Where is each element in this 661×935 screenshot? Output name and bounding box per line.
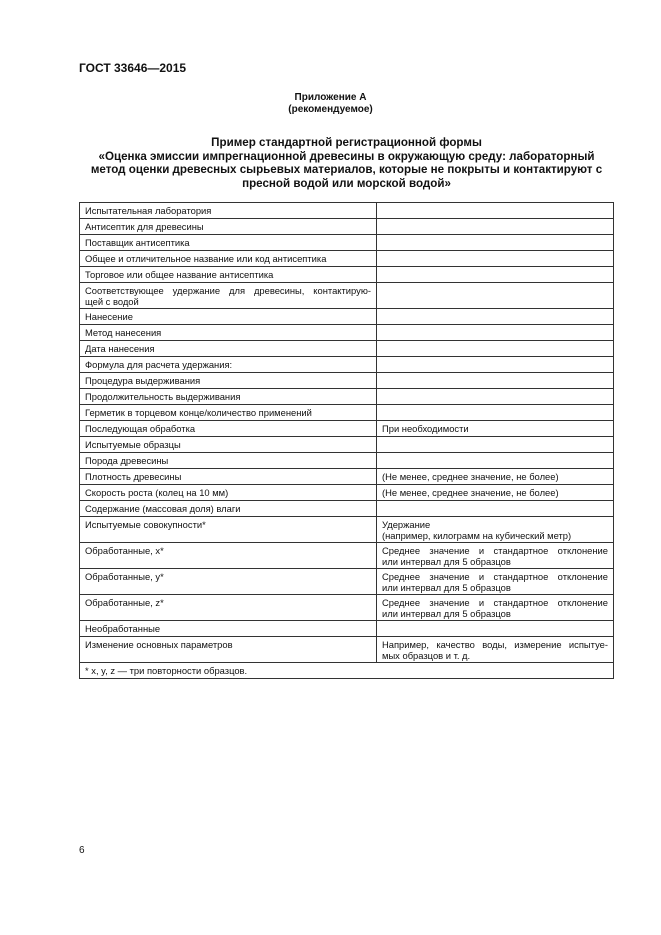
form-field-value-text-cont: мых образцов и т. д.: [382, 650, 471, 661]
form-row: [80, 309, 614, 325]
form-field-label-text: Обработанные, x*: [85, 545, 164, 556]
footnote: * x, y, z — три повторности образцов.: [80, 663, 614, 679]
form-field-label: [80, 235, 377, 251]
form-row: [80, 543, 614, 569]
form-field-value[interactable]: [377, 309, 614, 325]
form-field-label-text-cont: щей с водой: [85, 296, 139, 307]
form-row: [80, 251, 614, 267]
form-field-value-text-cont: или интервал для 5 образцов: [382, 556, 511, 567]
form-field-value-text: Среднее значение и стандартное отклонение: [382, 571, 608, 582]
form-field-value-text-cont: или интервал для 5 образцов: [382, 582, 511, 593]
form-field-label: [80, 389, 377, 405]
form-row: [80, 453, 614, 469]
form-row: [80, 501, 614, 517]
form-field-value-text-cont: или интервал для 5 образцов: [382, 608, 511, 619]
form-field-label-text: Процедура выдерживания: [85, 375, 201, 386]
form-field-label: [80, 267, 377, 283]
registration-form-body: [80, 203, 614, 679]
form-field-label: [80, 251, 377, 267]
form-field-value-text: Среднее значение и стандартное отклонение: [382, 545, 608, 556]
form-field-label-text: Соответствующее удержание для древесины, контактирую-: [85, 285, 371, 296]
document-code: ГОСТ 33646—2015: [79, 61, 187, 75]
form-field-label-text: Последующая обработка: [85, 423, 196, 434]
form-field-value-text: При необходимости: [382, 423, 469, 434]
form-field-label-text: Герметик в торцевом конце/количество применений: [85, 407, 312, 418]
form-field-label-text: Общее и отличительное название или код антисептика: [85, 253, 327, 264]
form-row: [80, 637, 614, 663]
form-row: [80, 437, 614, 453]
form-row: [80, 485, 614, 501]
form-field-label-text: Испытуемые образцы: [85, 439, 181, 450]
form-field-label-text: Продолжительность выдерживания: [85, 391, 241, 402]
form-field-label-text: Обработанные, y*: [85, 571, 164, 582]
form-row: [80, 405, 614, 421]
form-row: [80, 235, 614, 251]
form-field-label-text: Порода древесины: [85, 455, 169, 466]
form-row: [80, 341, 614, 357]
annex-heading: [0, 92, 661, 116]
form-field-value[interactable]: [377, 357, 614, 373]
form-field-value[interactable]: [377, 453, 614, 469]
form-field-value[interactable]: [377, 421, 614, 437]
form-field-value[interactable]: [377, 637, 614, 663]
form-field-label-text: Метод нанесения: [85, 327, 162, 338]
form-title-line1: Пример стандартной регистрационной формы: [211, 136, 482, 149]
form-field-value[interactable]: [377, 251, 614, 267]
form-field-label-text: Испытуемые совокупности*: [85, 519, 206, 530]
form-row: [80, 389, 614, 405]
form-title: [84, 136, 609, 190]
registration-form-table: [79, 202, 614, 679]
form-field-label: [80, 469, 377, 485]
form-field-value[interactable]: [377, 569, 614, 595]
form-field-value[interactable]: [377, 621, 614, 637]
form-field-label-text: Плотность древесины: [85, 471, 182, 482]
form-row: [80, 283, 614, 309]
form-field-label-text: Обработанные, z*: [85, 597, 164, 608]
form-field-value-text: Среднее значение и стандартное отклонение: [382, 597, 608, 608]
form-field-label-text: Формула для расчета удержания:: [85, 359, 233, 370]
form-field-label: [80, 357, 377, 373]
form-field-value[interactable]: [377, 389, 614, 405]
form-field-label-text: Необработанные: [85, 623, 161, 634]
form-field-label-text: Торговое или общее название антисептика: [85, 269, 274, 280]
form-field-value-text: (Не менее, среднее значение, не более): [382, 487, 559, 498]
form-field-value[interactable]: [377, 517, 614, 543]
form-field-value[interactable]: [377, 373, 614, 389]
form-field-label: [80, 219, 377, 235]
form-field-label: [80, 437, 377, 453]
form-row: [80, 469, 614, 485]
form-field-value[interactable]: [377, 501, 614, 517]
form-field-label: [80, 637, 377, 663]
form-field-label: [80, 325, 377, 341]
form-field-label-text: Испытательная лаборатория: [85, 205, 212, 216]
form-field-label: [80, 569, 377, 595]
form-row: [80, 267, 614, 283]
form-field-label: [80, 341, 377, 357]
form-row: [80, 373, 614, 389]
form-field-label: [80, 517, 377, 543]
form-field-label-text: Содержание (массовая доля) влаги: [85, 503, 241, 514]
form-field-value-text: (Не менее, среднее значение, не более): [382, 471, 559, 482]
form-field-label: [80, 595, 377, 621]
form-field-value[interactable]: [377, 341, 614, 357]
form-row: [80, 517, 614, 543]
form-field-value-text-cont: (например, килограмм на кубический метр): [382, 530, 572, 541]
form-field-value[interactable]: [377, 543, 614, 569]
form-field-value[interactable]: [377, 235, 614, 251]
form-field-label: [80, 309, 377, 325]
form-row: [80, 421, 614, 437]
form-field-label-text: Дата нанесения: [85, 343, 155, 354]
form-field-value[interactable]: [377, 203, 614, 219]
form-field-label: [80, 485, 377, 501]
page-number: 6: [79, 845, 85, 856]
form-field-label: [80, 421, 377, 437]
form-field-label-text: Скорость роста (колец на 10 мм): [85, 487, 229, 498]
form-field-label: [80, 501, 377, 517]
form-field-label-text: Антисептик для древесины: [85, 221, 204, 232]
form-field-label: [80, 373, 377, 389]
annex-label: Приложение А: [294, 92, 367, 103]
form-field-label: [80, 283, 377, 309]
form-row: [80, 203, 614, 219]
form-row: [80, 325, 614, 341]
form-field-label: [80, 621, 377, 637]
form-field-label-text: Нанесение: [85, 311, 133, 322]
form-field-value[interactable]: [377, 437, 614, 453]
form-field-label-text: Изменение основных параметров: [85, 639, 233, 650]
form-field-label: [80, 453, 377, 469]
form-field-label: [80, 203, 377, 219]
form-row: [80, 357, 614, 373]
form-field-label: [80, 543, 377, 569]
form-field-value[interactable]: [377, 469, 614, 485]
form-field-value[interactable]: [377, 283, 614, 309]
form-field-value-text: Например, качество воды, измерение испытуе-: [382, 639, 608, 650]
form-title-line2: «Оценка эмиссии импрегнационной древесины в окружающую среду: лабораторный метод оценки древесных сырьевых материалов, которые не покрыты и контактируют с пресной водой или морской водой»: [90, 149, 603, 190]
form-field-label-text: Поставщик антисептика: [85, 237, 190, 248]
form-field-value-text: Удержание: [382, 519, 431, 530]
form-field-value[interactable]: [377, 595, 614, 621]
form-field-value[interactable]: [377, 485, 614, 501]
form-row: [80, 621, 614, 637]
form-row: [80, 219, 614, 235]
form-field-value[interactable]: [377, 267, 614, 283]
annex-status: (рекомендуемое): [288, 104, 373, 115]
form-row: [80, 595, 614, 621]
form-field-label: [80, 405, 377, 421]
form-field-value[interactable]: [377, 219, 614, 235]
form-field-value[interactable]: [377, 325, 614, 341]
footnote-row: [80, 663, 614, 679]
form-field-value[interactable]: [377, 405, 614, 421]
form-row: [80, 569, 614, 595]
